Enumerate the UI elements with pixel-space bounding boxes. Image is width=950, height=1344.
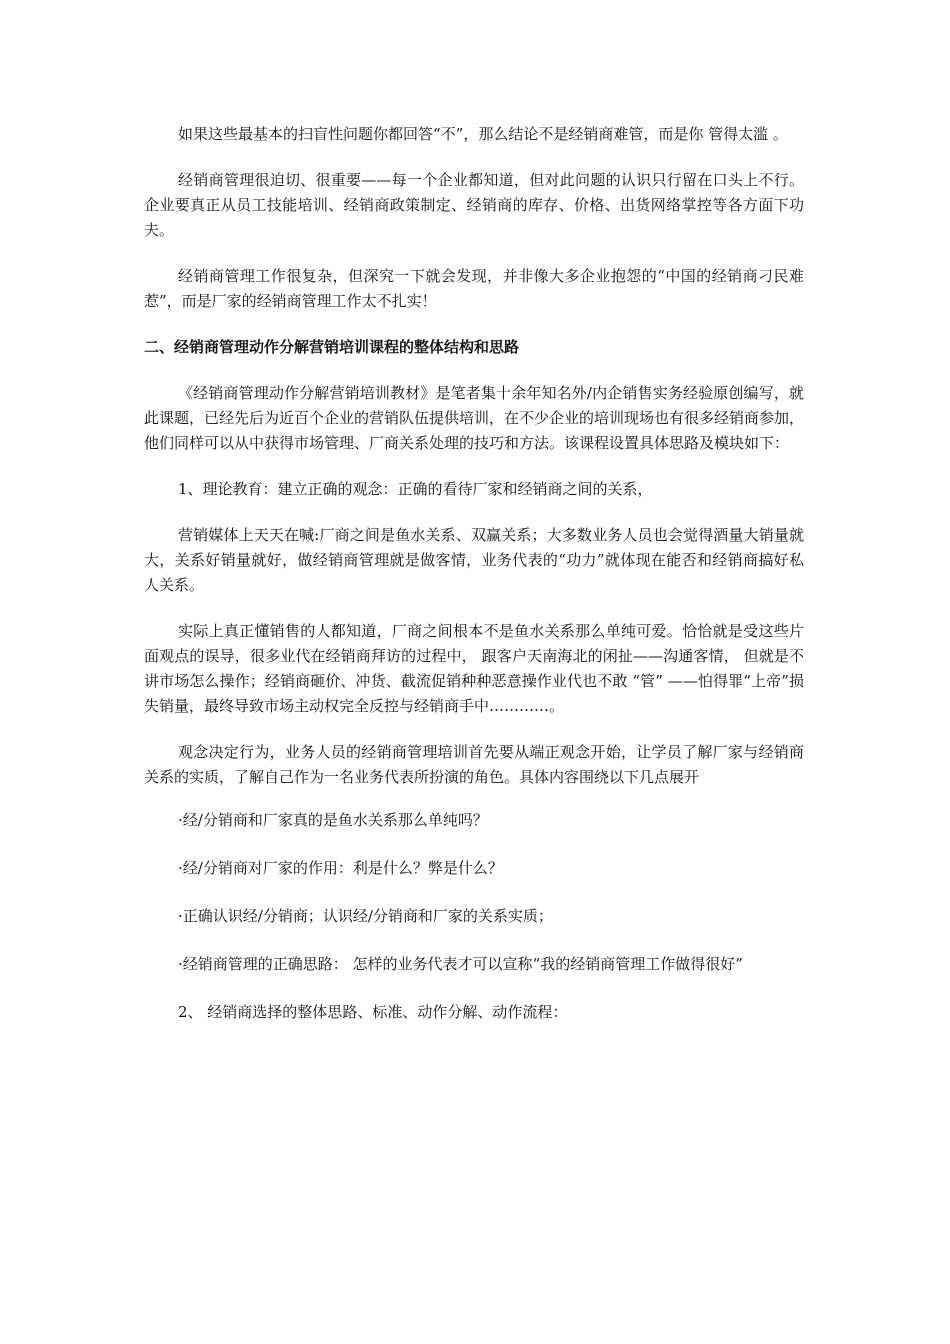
section-heading: 二、经销商管理动作分解营销培训课程的整体结构和思路	[144, 338, 520, 356]
paragraph: 实际上真正懂销售的人都知道，厂商之间根本不是鱼水关系那么单纯可爱。恰恰就是受这些片面观点的误导，很多业代在经销商拜访的过程中， 跟客户天南海北的闲扯——沟通客情， 但就是不讲市场怎么操作；经销商砸价、冲货、截流促销种种恶意操作业代也不敢 “管” ——怕得罪“上帝”损失销量，最终导致市场主动权完全反控与经销商手中…………。	[144, 622, 804, 715]
bullet-item: ·经/分销商和厂家真的是鱼水关系那么单纯吗？	[178, 811, 488, 829]
paragraph: 经销商管理很迫切、很重要——每一个企业都知道，但对此问题的认识只行留在口头上不行。企业要真正从员工技能培训、经销商政策制定、经销商的库存、价格、出货网络掌控等各方面下功夫。	[144, 171, 804, 239]
paragraph: 经销商管理工作很复杂，但深究一下就会发现，并非像大多企业抱怨的“中国的经销商刁民难惹”，而是厂家的经销商管理工作太不扎实！	[144, 267, 804, 310]
bullet-item: ·经/分销商对厂家的作用：利是什么？弊是什么？	[178, 859, 503, 877]
numbered-item: 2、 经销商选择的整体思路、标准、动作分解、动作流程：	[178, 1003, 568, 1021]
document-page	[144, 122, 804, 1048]
paragraph: 观念决定行为，业务人员的经销商管理培训首先要从端正观念开始，让学员了解厂家与经销商关系的实质，了解自己作为一名业务代表所扮演的角色。具体内容围绕以下几点展开	[144, 743, 804, 786]
bullet-item: ·正确认识经/分销商；认识经/分销商和厂家的关系实质；	[178, 907, 553, 925]
numbered-item: 1、理论教育：建立正确的观念：正确的看待厂家和经销商之间的关系，	[178, 480, 653, 498]
paragraph: 如果这些最基本的扫盲性问题你都回答“不”，那么结论不是经销商难管，而是你 管得太滥 。	[178, 125, 788, 143]
bullet-item: ·经销商管理的正确思路： 怎样的业务代表才可以宣称“我的经销商管理工作做得很好”	[178, 955, 743, 973]
paragraph: 营销媒体上天天在喊:厂商之间是鱼水关系、双赢关系；大多数业务人员也会觉得酒量大销量就大，关系好销量就好，做经销商管理就是做客情，业务代表的“功力”就体现在能否和经销商搞好私人关系。	[144, 526, 804, 594]
paragraph: 《经销商管理动作分解营销培训教材》是笔者集十余年知名外/内企销售实务经验原创编写，就此课题，已经先后为近百个企业的营销队伍提供培训，在不少企业的培训现场也有很多经销商参加，他们同样可以从中获得市场管理、厂商关系处理的技巧和方法。该课程设置具体思路及模块如下：	[144, 384, 805, 452]
